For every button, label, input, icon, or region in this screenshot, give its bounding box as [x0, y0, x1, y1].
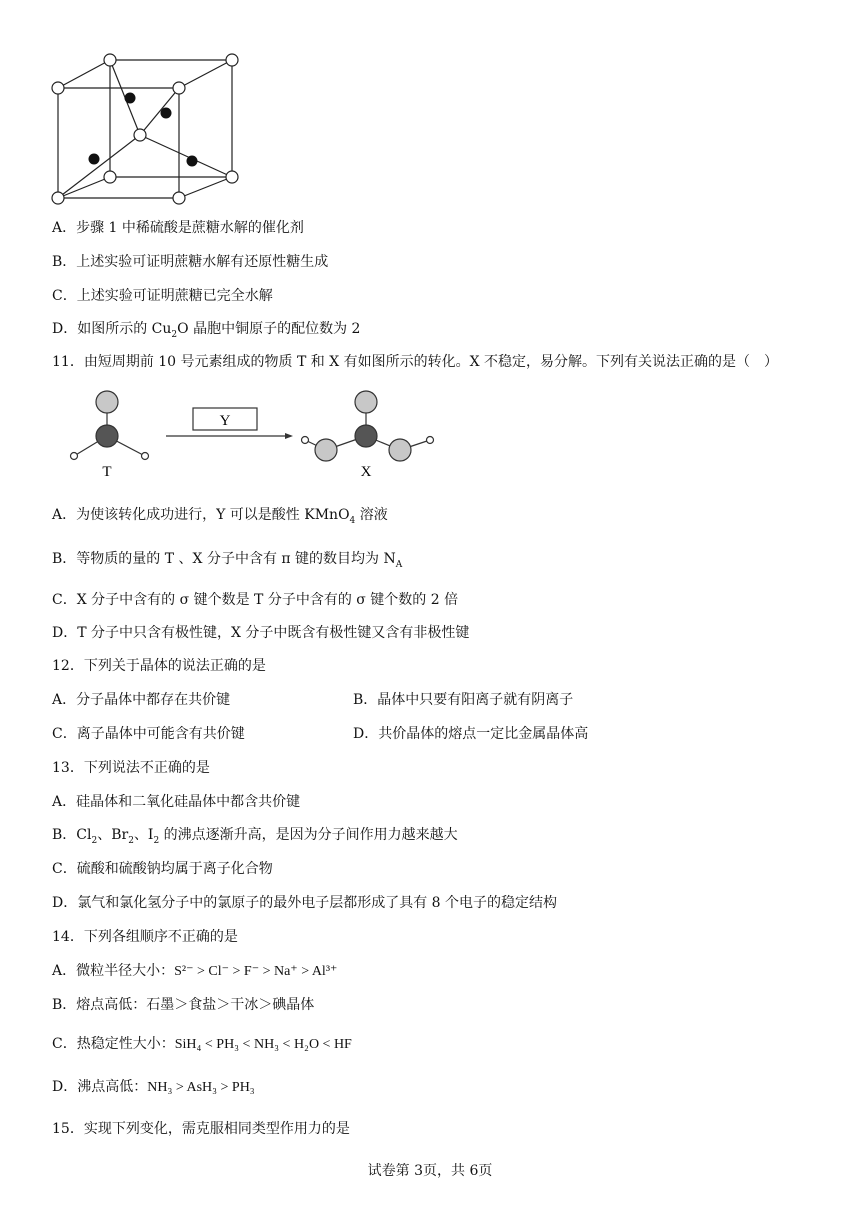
q12-option-b: B．晶体中只要有阳离子就有阴离子	[353, 692, 574, 708]
q10-option-c: C．上述实验可证明蔗糖已完全水解	[52, 288, 273, 304]
reagent-y-label: Y	[219, 413, 231, 429]
q11-option-c: C．X 分子中含有的 σ 键个数是 T 分子中含有的 σ 键个数的 2 倍	[52, 592, 459, 608]
q13-option-d: D．氯气和氯化氢分子中的氯原子的最外电子层都形成了具有 8 个电子的稳定结构	[52, 895, 558, 911]
q11-stem: 11．由短周期前 10 号元素组成的物质 T 和 X 有如图所示的转化。X 不稳定，易分解。下列有关说法正确的是（ ）	[52, 354, 779, 370]
molecule-transformation-figure	[60, 388, 450, 480]
q14-option-c: C．热稳定性大小：SiH₄ < PH₃ < NH₃ < H₂O < HF	[52, 1036, 352, 1052]
q13-stem: 13．下列说法不正确的是	[52, 760, 210, 776]
q14-option-d: D．沸点高低：NH₃ > AsH₃ > PH₃	[52, 1079, 255, 1095]
q11-option-a: A．为使该转化成功进行，Y 可以是酸性 KMnO$_4$ 溶液	[52, 507, 388, 526]
q12-stem: 12．下列关于晶体的说法正确的是	[52, 658, 266, 674]
q12-option-d: D．共价晶体的熔点一定比金属晶体高	[353, 726, 589, 742]
q14-option-a: A．微粒半径大小：S²⁻ > Cl⁻ > F⁻ > Na⁺ > Al³⁺	[52, 963, 338, 979]
q10-option-d: D．如图所示的 $Cu_2O$ 晶胞中铜原子的配位数为 2	[52, 321, 361, 340]
molecule-t-label: T	[102, 464, 112, 480]
q13-option-b: B．$Cl_2$、$Br_2$、$I_2$ 的沸点逐渐升高，是因为分子间作用力越来越大	[52, 827, 458, 846]
q13-option-a: A．硅晶体和二氧化硅晶体中都含共价键	[52, 794, 301, 810]
molecule-x-label: X	[360, 464, 372, 480]
q12-option-a: A．分子晶体中都存在共价键	[52, 692, 231, 708]
page-footer: 试卷第 3页，共 6页	[367, 1163, 493, 1179]
q15-stem: 15．实现下列变化，需克服相同类型作用力的是	[52, 1121, 350, 1137]
q13-option-c: C．硫酸和硫酸钠均属于离子化合物	[52, 861, 273, 877]
q14-stem: 14．下列各组顺序不正确的是	[52, 929, 238, 945]
q10-option-b: B．上述实验可证明蔗糖水解有还原性糖生成	[52, 254, 329, 270]
q11-option-b: B．等物质的量的 T 、X 分子中含有 π 键的数目均为 $N_A$	[52, 551, 403, 570]
q11-option-d: D．T 分子中只含有极性键，X 分子中既含有极性键又含有非极性键	[52, 625, 470, 641]
q10-option-a: A．步骤 1 中稀硫酸是蔗糖水解的催化剂	[52, 220, 304, 236]
q14-option-b: B．熔点高低：石墨＞食盐＞干冰＞碘晶体	[52, 997, 315, 1013]
cu2o-unit-cell-figure	[48, 50, 240, 205]
q12-option-c: C．离子晶体中可能含有共价键	[52, 726, 245, 742]
